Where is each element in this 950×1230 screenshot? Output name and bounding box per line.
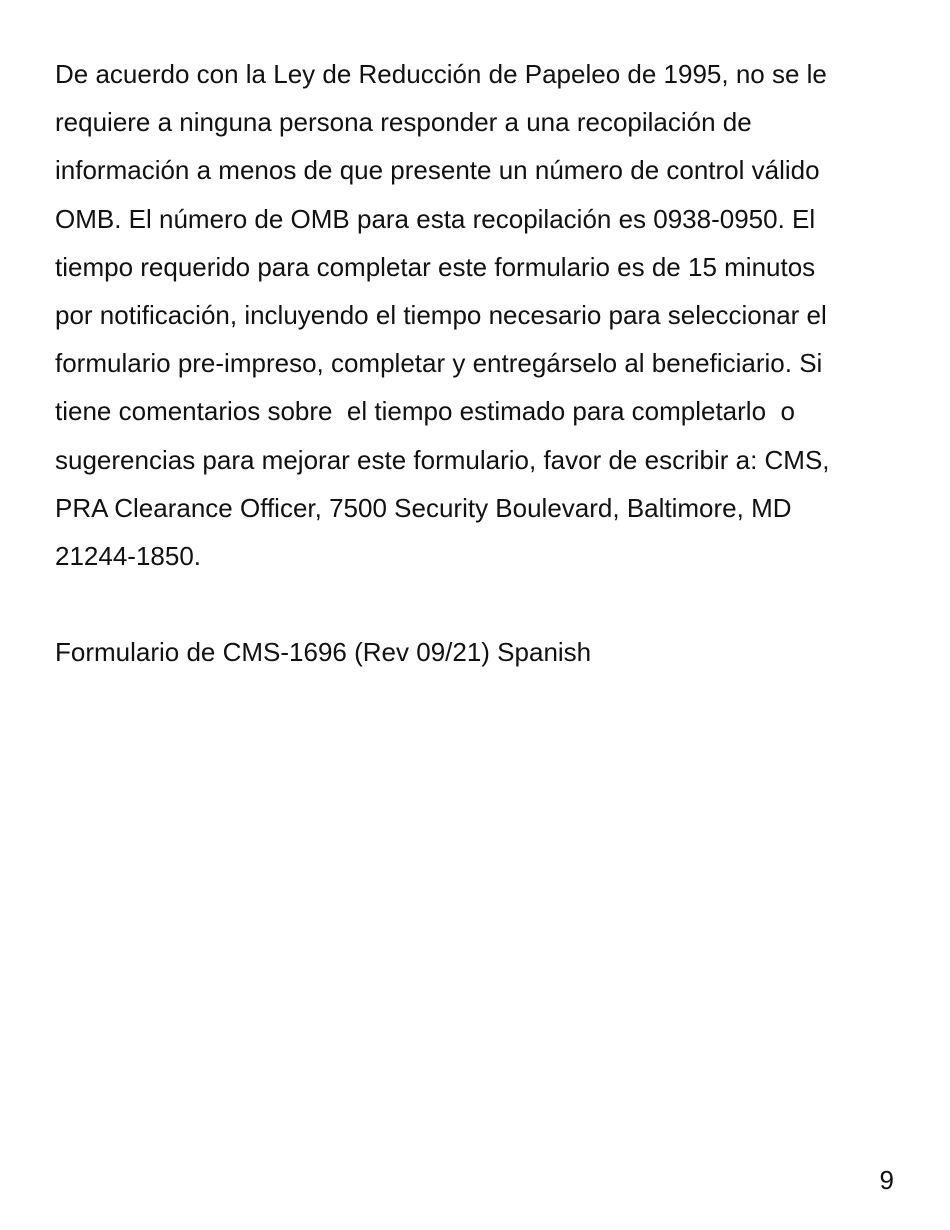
notice-line: sugerencias para mejorar este formulario, favor de escribir a: CMS, [55,444,830,475]
notice-line: por notificación, incluyendo el tiempo necesario para seleccionar el [55,300,827,331]
page-number: 9 [879,1165,894,1195]
notice-line: requiere a ninguna persona responder a una recopilación de [55,107,752,138]
notice-line: 21244-1850. [55,541,202,572]
notice-line: PRA Clearance Officer, 7500 Security Boulevard, Baltimore, MD [55,492,792,523]
paperwork-reduction-notice [55,50,905,580]
notice-line: tiempo requerido para completar este formulario es de 15 minutos [55,251,816,282]
form-identifier: Formulario de CMS-1696 (Rev 09/21) Spanish [55,637,592,667]
notice-line: OMB. El número de OMB para esta recopilación es 0938-0950. El [55,203,816,234]
notice-line: tiene comentarios sobre el tiempo estimado para completarlo o [55,396,795,427]
notice-line: formulario pre-impreso, completar y entregárselo al beneficiario. Si [55,348,823,379]
notice-line: De acuerdo con la Ley de Reducción de Papeleo de 1995, no se le [55,59,827,89]
notice-line: información a menos de que presente un número de control válido [55,155,820,186]
